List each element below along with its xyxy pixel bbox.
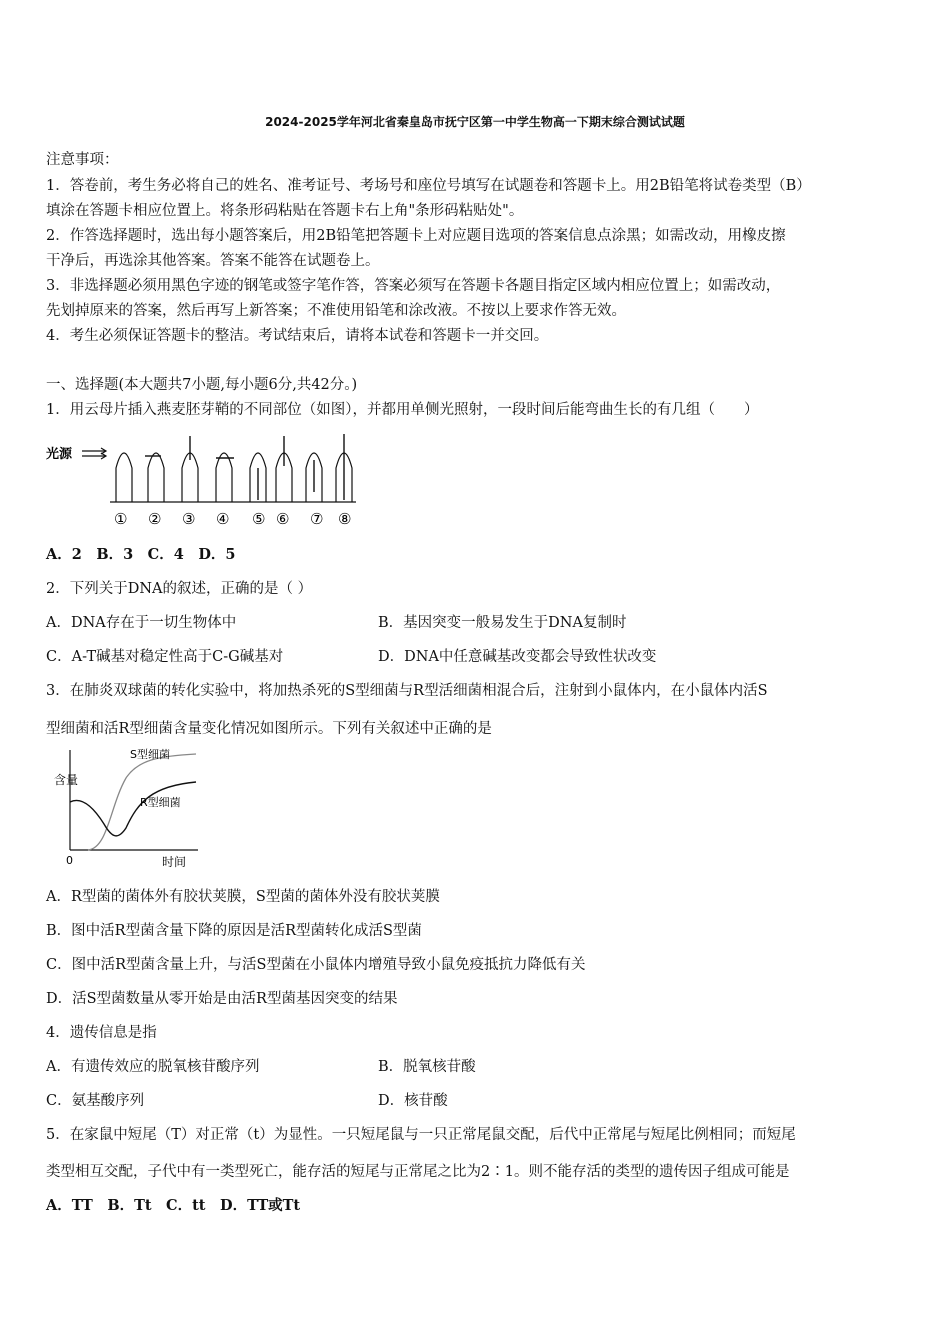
q5-stem-cont: 类型相互交配，子代中有一类型死亡，能存活的短尾与正常尾之比为2∶1。则不能存活的类型的遗传因子组成可能是 xyxy=(46,1164,790,1180)
q2-option-a: A．DNA存在于一切生物体中 xyxy=(46,615,237,631)
q5-options: A．TT B．Tt C．tt D．TT或Tt xyxy=(46,1197,301,1214)
origin-label: 0 xyxy=(66,854,73,867)
coleoptile-3 xyxy=(182,453,198,502)
q1-coleoptile-figure xyxy=(44,430,374,530)
figure-number: ② xyxy=(148,510,162,528)
q1-options: A．2 B．3 C．4 D．5 xyxy=(46,546,236,563)
light-source-label: 光源 xyxy=(46,447,73,462)
r-type-label: R型细菌 xyxy=(140,796,181,809)
notice-line: 2．作答选择题时，选出每小题答案后，用2B铅笔把答题卡上对应题目选项的答案信息点涂黑；如需改动，用橡皮擦 xyxy=(46,228,786,244)
figure-number: ① xyxy=(114,510,128,528)
q2-option-b: B．基因突变一般易发生于DNA复制时 xyxy=(378,615,627,631)
figure-number: ⑤ xyxy=(252,510,266,528)
notice-heading: 注意事项： xyxy=(46,152,119,168)
y-axis-label: 含量 xyxy=(54,773,79,787)
coleoptile-4 xyxy=(216,453,232,502)
q2-option-c: C．A-T碱基对稳定性高于C-G碱基对 xyxy=(46,649,284,665)
notice-line: 4．考生必须保证答题卡的整洁。考试结束后，请将本试卷和答题卡一并交回。 xyxy=(46,328,549,344)
q2-option-d: D．DNA中任意碱基改变都会导致性状改变 xyxy=(378,649,657,665)
q4-option-c: C．氨基酸序列 xyxy=(46,1093,145,1109)
figure-number: ⑧ xyxy=(338,510,352,528)
figure-number: ⑥ xyxy=(276,510,290,528)
q3-option-c: C．图中活R型菌含量上升，与活S型菌在小鼠体内增殖导致小鼠免疫抵抗力降低有关 xyxy=(46,957,586,973)
q2-stem: 2．下列关于DNA的叙述，正确的是（ ） xyxy=(46,581,313,597)
q3-bacteria-chart xyxy=(48,744,208,874)
notice-line: 填涂在答题卡相应位置上。将条形码粘贴在答题卡右上角"条形码粘贴处"。 xyxy=(46,203,524,219)
notice-line: 1．答卷前，考生务必将自己的姓名、准考证号、考场号和座位号填写在试题卷和答题卡上。用2B铅笔将试卷类型（B） xyxy=(46,178,811,194)
notice-line: 干净后，再选涂其他答案。答案不能答在试题卷上。 xyxy=(46,253,380,269)
q4-stem: 4．遗传信息是指 xyxy=(46,1025,157,1041)
q4-option-b: B．脱氧核苷酸 xyxy=(378,1059,476,1075)
q5-stem: 5．在家鼠中短尾（T）对正常（t）为显性。一只短尾鼠与一只正常尾鼠交配，后代中正常尾与短尾比例相同；而短尾 xyxy=(46,1127,796,1143)
notice-line: 先划掉原来的答案，然后再写上新答案；不准使用铅笔和涂改液。不按以上要求作答无效。 xyxy=(46,303,626,319)
page-title: 2024-2025学年河北省秦皇岛市抚宁区第一中学生物高一下期末综合测试试题 xyxy=(265,115,685,129)
q3-option-b: B．图中活R型菌含量下降的原因是活R型菌转化成活S型菌 xyxy=(46,923,422,939)
q3-stem: 3．在肺炎双球菌的转化实验中，将加热杀死的S型细菌与R型活细菌相混合后，注射到小鼠体内，在小鼠体内活S xyxy=(46,683,768,699)
figure-number: ③ xyxy=(182,510,196,528)
q3-stem-cont: 型细菌和活R型细菌含量变化情况如图所示。下列有关叙述中正确的是 xyxy=(46,721,492,737)
q3-option-d: D．活S型菌数量从零开始是由活R型菌基因突变的结果 xyxy=(46,991,398,1007)
notice-line: 3．非选择题必须用黑色字迹的钢笔或签字笔作答，答案必须写在答题卡各题目指定区域内相应位置上；如需改动， xyxy=(46,278,781,294)
q1-stem: 1．用云母片插入燕麦胚芽鞘的不同部位（如图），并都用单侧光照射，一段时间后能弯曲生长的有几组（ ） xyxy=(46,402,759,418)
q4-option-d: D．核苷酸 xyxy=(378,1093,448,1109)
section-heading: 一、选择题(本大题共7小题,每小题6分,共42分。) xyxy=(46,377,358,393)
s-type-label: S型细菌 xyxy=(130,748,170,761)
figure-number: ⑦ xyxy=(310,510,324,528)
q3-option-a: A．R型菌的菌体外有胶状荚膜，S型菌的菌体外没有胶状荚膜 xyxy=(46,889,440,905)
figure-number: ④ xyxy=(216,510,230,528)
x-axis-label: 时间 xyxy=(162,855,187,869)
q4-option-a: A．有遗传效应的脱氧核苷酸序列 xyxy=(46,1059,260,1075)
coleoptile-2 xyxy=(148,453,164,502)
coleoptile-1 xyxy=(116,453,132,502)
